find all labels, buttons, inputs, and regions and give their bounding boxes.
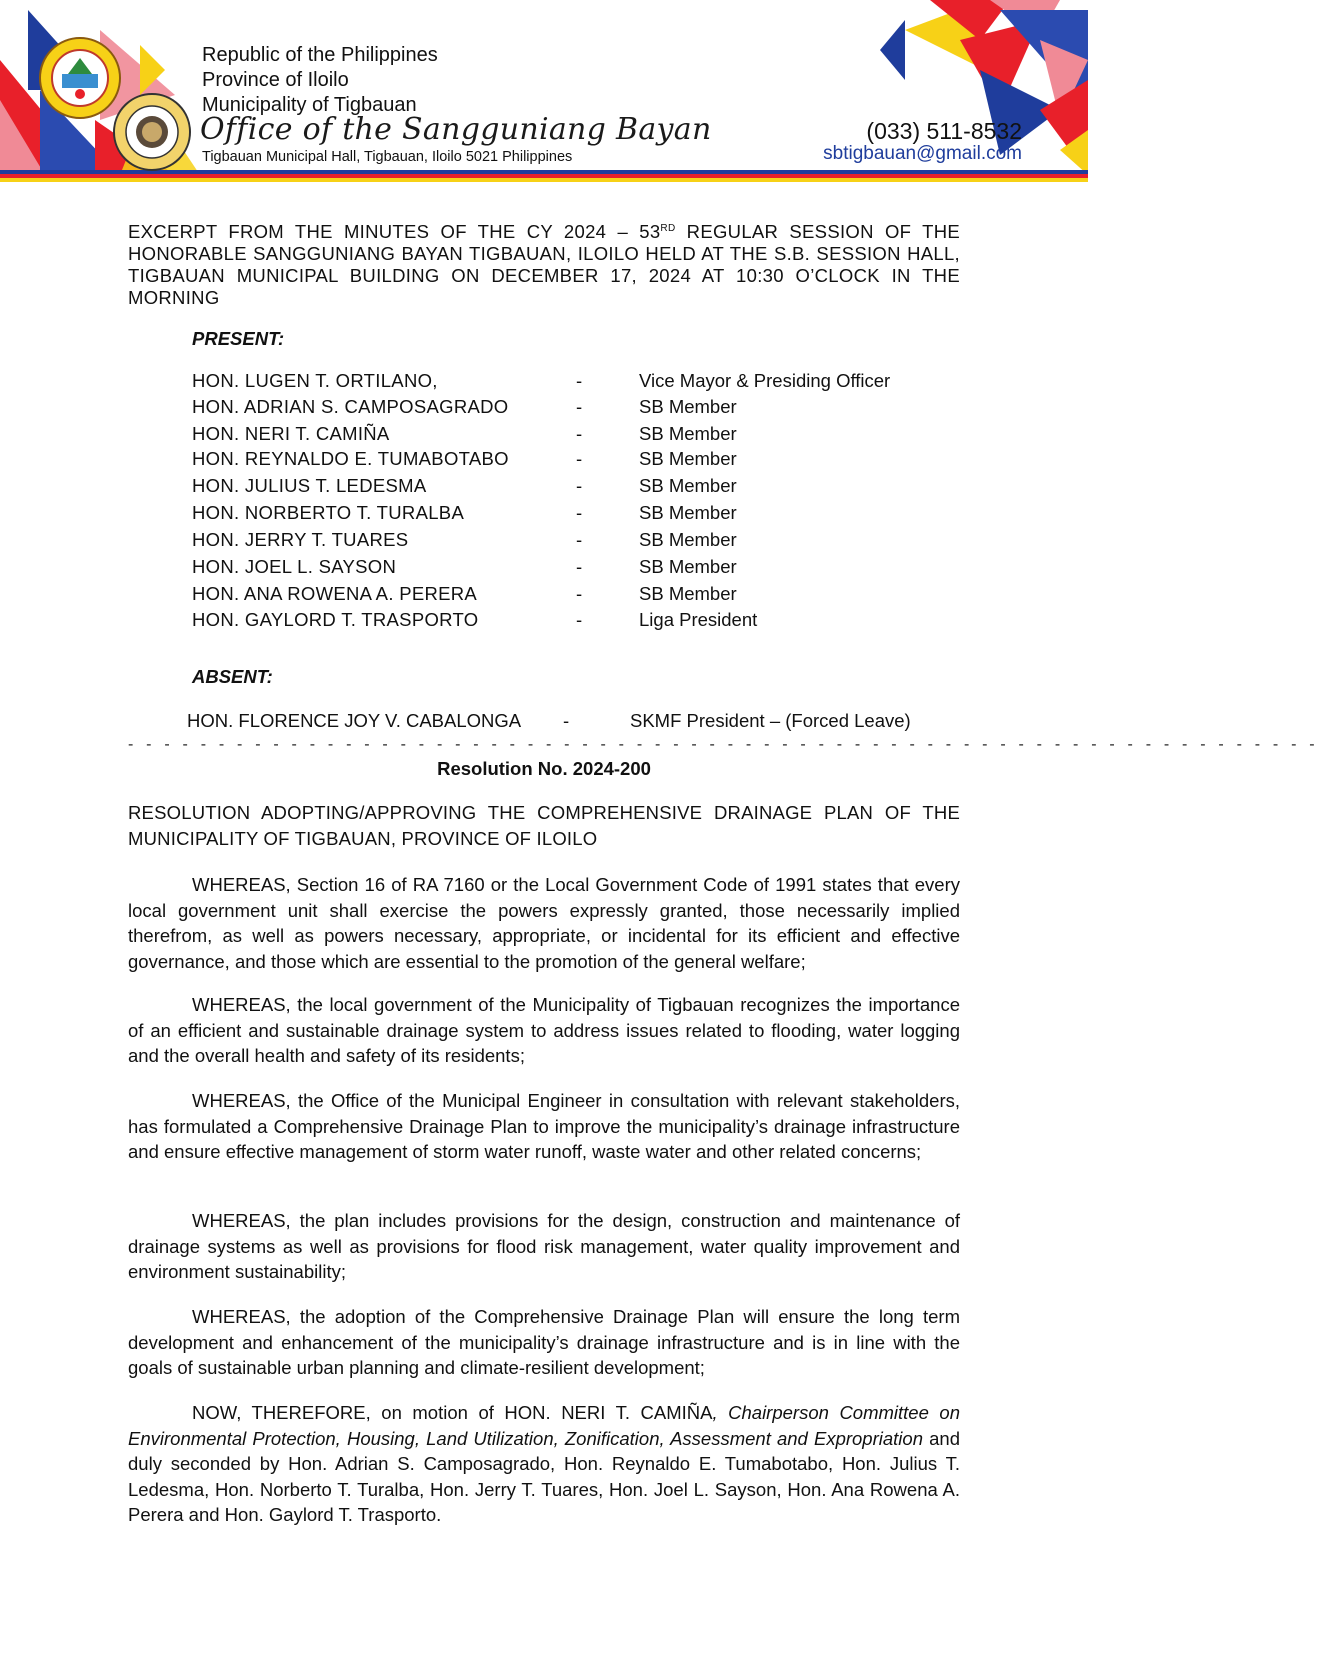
header-office: Office of the Sangguniang Bayan: [200, 112, 712, 147]
absent-member-position: SKMF President – (Forced Leave): [630, 710, 911, 731]
present-member-position: SB Member: [639, 556, 737, 577]
present-member-name: HON. LUGEN T. ORTILANO,: [192, 370, 438, 391]
header-address: Tigbauan Municipal Hall, Tigbauan, Iloilo 5021 Philippines: [202, 149, 573, 165]
present-member-position: SB Member: [639, 423, 737, 444]
present-member: [192, 583, 972, 609]
whereas-clause-3: WHEREAS, the Office of the Municipal Engineer in consultation with relevant stakeholders, has formulated a Comprehensive Drainage Plan to improve the municipality’s drainage infrastructure and ensure effective management of storm water runoff, waste water and other related concerns;: [128, 1090, 960, 1162]
present-member: [192, 448, 972, 474]
present-member: [192, 529, 972, 555]
present-member-dash: -: [576, 475, 583, 496]
present-member-dash: -: [576, 396, 583, 417]
header-country: Republic of the Philippines: [202, 44, 438, 66]
header-email[interactable]: sbtigbauan@gmail.com: [823, 143, 1022, 164]
present-member: [192, 609, 972, 635]
present-member-name: HON. ADRIAN S. CAMPOSAGRADO: [192, 396, 509, 417]
present-member-position: SB Member: [639, 583, 737, 604]
present-member-name: HON. GAYLORD T. TRASPORTO: [192, 609, 479, 630]
resolution-number: Resolution No. 2024-200: [437, 758, 651, 779]
present-member-dash: -: [576, 529, 583, 550]
municipality-seal-icon: [38, 36, 122, 120]
header-municipality: Municipality of Tigbauan: [202, 94, 417, 116]
present-member-dash: -: [576, 370, 583, 391]
whereas-clause-4: WHEREAS, the plan includes provisions for the design, construction and maintenance of drainage systems as well as provisions for flood risk management, water quality improvement and environment sustainability;: [128, 1210, 960, 1282]
present-member-dash: -: [576, 423, 583, 444]
present-member: [192, 556, 972, 582]
present-member: [192, 396, 972, 422]
whereas-clause-2: WHEREAS, the local government of the Municipality of Tigbauan recognizes the importance of an efficient and sustainable drainage system to address issues related to flooding, water logging and the overall health and safety of its residents;: [128, 994, 960, 1066]
present-member-position: SB Member: [639, 502, 737, 523]
present-member: [192, 475, 972, 501]
absent-member-name: HON. FLORENCE JOY V. CABALONGA: [187, 710, 522, 731]
now-therefore-clause: NOW, THEREFORE, on motion of HON. NERI T. CAMIÑA, Chairperson Committee on Environmental Protection, Housing, Land Utilization, Zonification, Assessment and Expropriation and duly seconded by Hon. Adrian S. Camposagrado, Hon. Reynaldo E. Tumabotabo, Hon. Julius T. Ledesma, Hon. Norberto T. Turalba, Hon. Jerry T. Tuares, Hon. Joel L. Sayson, Hon. Ana Rowena A. Perera and Hon. Gaylord T. Trasporto.: [128, 1402, 961, 1525]
present-member-name: HON. REYNALDO E. TUMABOTABO: [192, 448, 509, 469]
present-member-dash: -: [576, 609, 583, 630]
present-member: [192, 502, 972, 528]
present-member-name: HON. JERRY T. TUARES: [192, 529, 409, 550]
separator-line: - - - - - - - - - - - - - - - - - - - - - - - - - - - - - - - - - - - - - - - - - - - - - - - - - - - - - - - - - - - - - - - - - -: [128, 736, 1319, 753]
absent-heading: ABSENT:: [192, 666, 273, 687]
present-member-name: HON. JOEL L. SAYSON: [192, 556, 397, 577]
present-member-name: HON. ANA ROWENA A. PERERA: [192, 583, 478, 604]
present-member-position: SB Member: [639, 475, 737, 496]
present-member-position: SB Member: [639, 396, 737, 417]
header-phone: (033) 511-8532: [866, 118, 1022, 144]
present-member-position: Vice Mayor & Presiding Officer: [639, 370, 891, 391]
present-member-position: Liga President: [639, 609, 758, 630]
present-member-dash: -: [576, 583, 583, 604]
whereas-clause-1: WHEREAS, Section 16 of RA 7160 or the Local Government Code of 1991 states that every local government unit shall exercise the powers expressly granted, those necessarily implied therefrom, as well as powers necessary, appropriate, or incidental for its efficient and effective governance, and those which are essential to the promotion of the general welfare;: [128, 874, 960, 972]
present-member-name: HON. NORBERTO T. TURALBA: [192, 502, 465, 523]
present-member-dash: -: [576, 502, 583, 523]
present-member-dash: -: [576, 556, 583, 577]
whereas-clause-5: WHEREAS, the adoption of the Comprehensive Drainage Plan will ensure the long term development and enhancement of the municipality’s drainage infrastructure and is in line with the goals of sustainable urban planning and climate-resilient development;: [128, 1306, 960, 1378]
absent-member-dash: -: [563, 710, 570, 731]
present-member: [192, 370, 972, 396]
present-heading: PRESENT:: [192, 328, 285, 349]
present-member-dash: -: [576, 448, 583, 469]
minutes-excerpt: EXCERPT FROM THE MINUTES OF THE CY 2024 – 53RD REGULAR SESSION OF THE HONORABLE SANGGUNIANG BAYAN TIGBAUAN, ILOILO HELD AT THE S.B. SESSION HALL, TIGBAUAN MUNICIPAL BUILDING ON DECEMBER 17, 2024 AT 10:30 O’CLOCK IN THE MORNING: [128, 221, 960, 309]
present-member-name: HON. JULIUS T. LEDESMA: [192, 475, 427, 496]
absent-member: [187, 710, 911, 732]
sangguniang-bayan-seal-icon: [112, 92, 192, 172]
letterhead: [0, 0, 1088, 190]
present-member-position: SB Member: [639, 529, 737, 550]
present-member-name: HON. NERI T. CAMIÑA: [192, 423, 390, 444]
header-province: Province of Iloilo: [202, 69, 349, 91]
resolution-title: RESOLUTION ADOPTING/APPROVING THE COMPREHENSIVE DRAINAGE PLAN OF THE MUNICIPALITY OF TIGBAUAN, PROVINCE OF ILOILO: [128, 802, 960, 849]
present-member: [192, 423, 972, 449]
present-member-position: SB Member: [639, 448, 737, 469]
